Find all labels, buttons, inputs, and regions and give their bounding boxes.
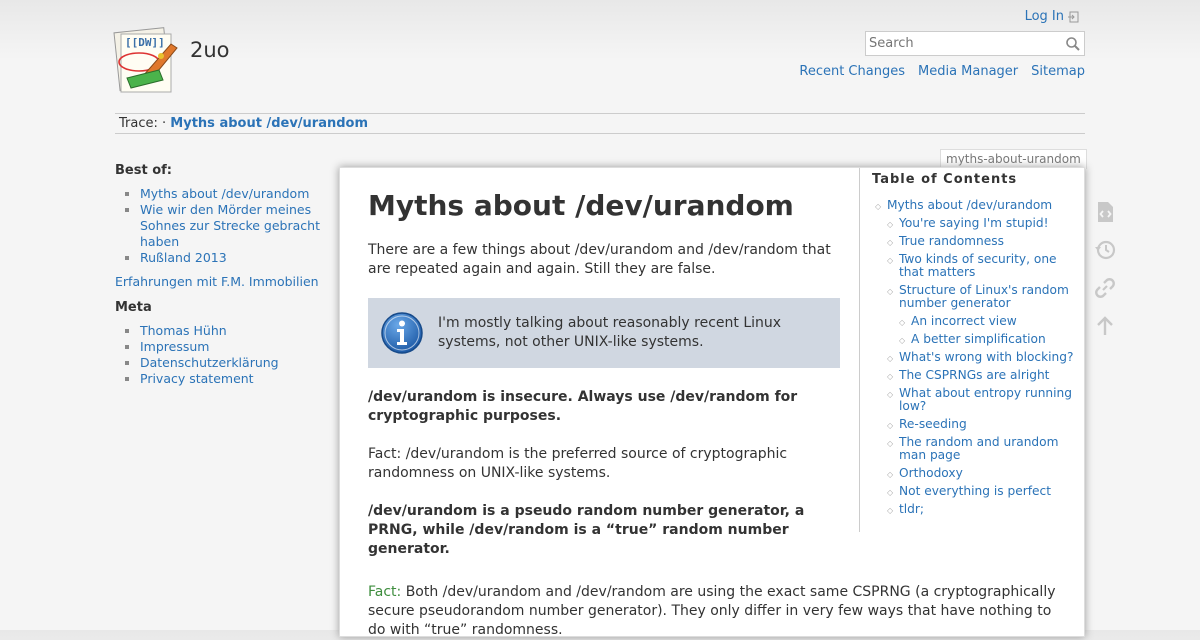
sidebar-item-impressum[interactable]: Impressum [140, 339, 210, 354]
list-item [140, 355, 325, 371]
toc-link-csprngs[interactable]: The CSPRNGs are alright [899, 368, 1050, 382]
toc-item [872, 503, 1081, 516]
toc-link-structure[interactable]: Structure of Linux's random number generator [899, 283, 1069, 310]
myth-statement-1: /dev/urandom is insecure. Always use /dev/random for cryptographic purposes. [368, 389, 798, 424]
login-link[interactable] [1025, 9, 1079, 24]
sidebar-heading-best-of: Best of: [115, 163, 172, 178]
tool-nav [799, 64, 1085, 79]
toc-link-myths[interactable]: Myths about /dev/urandom [887, 198, 1053, 212]
list-item [140, 202, 325, 250]
breadcrumb [115, 113, 1085, 134]
search-input[interactable] [866, 32, 1062, 55]
sidebar-item-myths[interactable]: Myths about /dev/urandom [140, 186, 310, 201]
sidebar-item-privacy[interactable]: Privacy statement [140, 371, 254, 386]
list-item [140, 371, 325, 387]
toc-item [872, 217, 1081, 230]
page-id-tab: myths-about-urandom [940, 149, 1087, 169]
sidebar [115, 163, 325, 395]
show-source-icon[interactable] [1093, 200, 1117, 224]
svg-text:[[DW]]: [[DW]] [125, 36, 165, 49]
fact-statement-2 [368, 583, 1068, 640]
myth-statement-2: /dev/urandom is a pseudo random number generator, a PRNG, while /dev/random is a “true” random number generator. [368, 503, 805, 557]
toc-link-orthodoxy[interactable]: Orthodoxy [899, 466, 963, 480]
site-logo[interactable] [113, 26, 181, 94]
toc-heading[interactable]: Table of Contents [872, 172, 1018, 187]
old-revisions-icon[interactable] [1093, 238, 1117, 262]
toc-item [872, 284, 1081, 310]
back-to-top-icon[interactable] [1093, 314, 1117, 338]
toc-link-incorrect-view[interactable]: An incorrect view [911, 314, 1017, 328]
sidebar-item-moerder[interactable]: Wie wir den Mörder meines Sohnes zur Strecke gebracht haben [140, 202, 320, 249]
note-text: I'm mostly talking about reasonably recent Linux systems, not other UNIX-like systems. [438, 315, 782, 350]
login-icon [1067, 11, 1079, 23]
article [368, 186, 840, 578]
breadcrumb-current[interactable]: Myths about /dev/urandom [170, 116, 369, 131]
list-item [140, 250, 325, 266]
site-title[interactable]: 2uo [190, 38, 230, 62]
toc-link-not-perfect[interactable]: Not everything is perfect [899, 484, 1052, 498]
page-content [339, 167, 1085, 637]
login-label: Log In [1024, 9, 1064, 24]
info-note [368, 298, 840, 368]
toc-item [872, 315, 1081, 328]
toc-link-man-page[interactable]: The random and urandom man page [899, 435, 1059, 462]
toc-item [872, 253, 1081, 279]
toc-item [872, 333, 1081, 346]
toc-item [872, 387, 1081, 413]
toc-item [872, 351, 1081, 364]
search-form [865, 31, 1085, 56]
sitemap-link[interactable]: Sitemap [1031, 64, 1085, 79]
list-item [140, 323, 325, 339]
media-manager-link[interactable]: Media Manager [917, 64, 1019, 79]
toc-link-better-simplification[interactable]: A better simplification [911, 332, 1046, 346]
toc-item [872, 369, 1081, 382]
fact-label: Fact: [368, 584, 402, 600]
info-icon [380, 311, 424, 355]
table-of-contents [859, 168, 1081, 532]
breadcrumb-label: Trace: [119, 116, 158, 131]
list-item [140, 339, 325, 355]
sidebar-heading-meta: Meta [115, 300, 152, 315]
fact-text: Both /dev/urandom and /dev/random are using the exact same CSPRNG (a cryptographically secure pseudorandom number generator). They only differ in very few ways that have nothing to do with “true” randomness. [368, 584, 1056, 638]
toc-link-blocking[interactable]: What's wrong with blocking? [899, 350, 1074, 364]
toc-item [872, 199, 1081, 212]
toc-item [872, 485, 1081, 498]
breadcrumb-separator: · [162, 116, 167, 131]
intro-paragraph: There are a few things about /dev/urandom and /dev/random that are repeated again and again. Still they are false. [368, 242, 831, 277]
search-icon[interactable] [1065, 36, 1081, 52]
toc-link-reseeding[interactable]: Re-seeding [899, 417, 967, 431]
toc-item [872, 235, 1081, 248]
recent-changes-link[interactable]: Recent Changes [799, 64, 905, 79]
sidebar-meta-list [115, 323, 325, 387]
toc-link-true-randomness[interactable]: True randomness [899, 234, 1004, 248]
toc-link-two-kinds[interactable]: Two kinds of security, one that matters [899, 252, 1057, 279]
toc-link-entropy[interactable]: What about entropy running low? [899, 386, 1072, 413]
sidebar-best-of-list [115, 186, 325, 266]
toc-item [872, 467, 1081, 480]
list-item [140, 186, 325, 202]
toc-item [872, 418, 1081, 431]
sidebar-item-immobilien[interactable]: Erfahrungen mit F.M. Immobilien [115, 274, 319, 289]
sidebar-item-thomas[interactable]: Thomas Hühn [140, 323, 227, 338]
toc-link-stupid[interactable]: You're saying I'm stupid! [899, 216, 1049, 230]
sidebar-item-datenschutz[interactable]: Datenschutzerklärung [140, 355, 279, 370]
toc-link-tldr[interactable]: tldr; [899, 502, 925, 516]
fact-statement-1: Fact: /dev/urandom is the preferred source of cryptographic randomness on UNIX-like systems. [368, 446, 788, 481]
backlinks-icon[interactable] [1093, 276, 1117, 300]
sidebar-item-russland[interactable]: Rußland 2013 [140, 250, 227, 265]
toc-list [872, 199, 1081, 516]
page-title: Myths about /dev/urandom [368, 189, 794, 222]
toc-item [872, 436, 1081, 462]
page-tools [1093, 200, 1117, 352]
